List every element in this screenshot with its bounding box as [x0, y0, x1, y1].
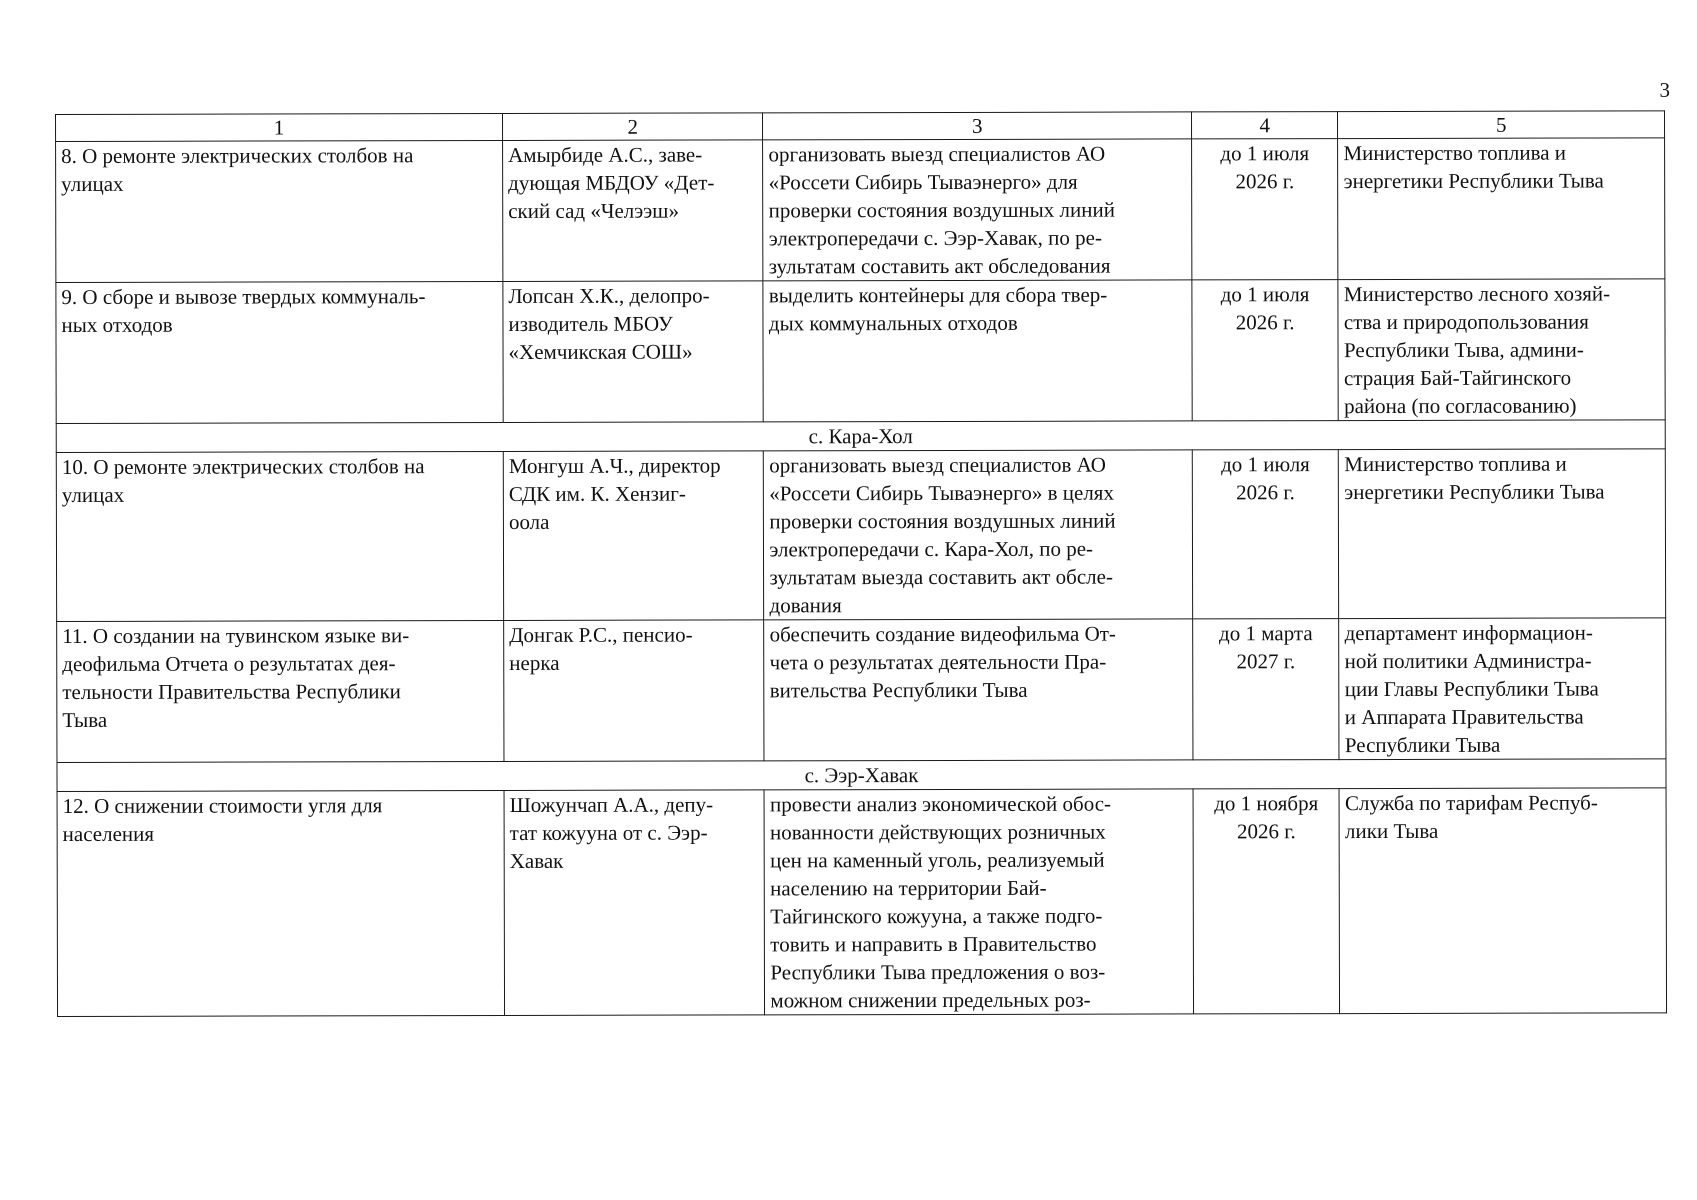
topic-cell: [56, 140, 503, 282]
topic-text: 8. О ремонте электрических столбов на улицах: [61, 143, 414, 196]
responsible-text: Министерство лесного хозяй- ства и природопользования Республики Тыва, админи- страция Бай-Тайгинского района (по согласованию): [1343, 281, 1611, 419]
deadline-text: до 1 ноября 2026 г.: [1214, 791, 1319, 844]
column-number-4: 4: [1191, 112, 1338, 139]
applicant-text: Лопсан Х.К., делопро- изводитель МБОУ «Хемчикская СОШ»: [508, 283, 710, 364]
responsible-cell: [1339, 449, 1666, 619]
deadline-cell: [1192, 450, 1339, 619]
applicant-cell: [504, 620, 765, 762]
action-text: организовать выезд специалистов АО «Россети Сибирь Тываэнерго» в целях проверки состояния воздушных линий электропередачи с. Кара-Хол, по ре- зультатам выезда составить акт обсле- дования: [769, 452, 1116, 618]
applicant-cell: [503, 281, 764, 423]
action-text: выделить контейнеры для сбора твер- дых коммунальных отходов: [768, 282, 1108, 336]
topic-cell: [56, 451, 503, 621]
table-row: [56, 138, 1665, 283]
action-cell: [763, 139, 1192, 281]
topic-cell: [57, 620, 504, 762]
action-cell: [764, 450, 1193, 620]
applicant-cell: [503, 140, 764, 282]
applicant-text: Монгуш А.Ч., директор СДК им. К. Хензиг- оола: [508, 453, 721, 534]
applicant-text: Амырбиде А.С., заве- дующая МБДОУ «Дет- ский сад «Челээш»: [508, 142, 715, 223]
deadline-text: до 1 июля 2026 г.: [1221, 452, 1310, 505]
applicant-text: Шожунчап А.А., депу- тат кожууна от с. Ээр- Хавак: [509, 792, 714, 873]
page-number: 3: [1659, 78, 1670, 102]
deadline-text: до 1 июля 2026 г.: [1220, 141, 1310, 194]
table-header-row: [56, 111, 1665, 142]
section-row: [57, 759, 1666, 792]
responsible-cell: [1339, 618, 1666, 760]
topic-text: 12. О снижении стоимости угля для населения: [62, 793, 383, 846]
topic-text: 11. О создании на тувинском языке ви- деофильма Отчета о результатах дея- тельности Правительства Республики Тыва: [62, 623, 410, 732]
column-number-1: 1: [56, 113, 503, 141]
section-heading: с. Кара-Хол: [56, 420, 1665, 453]
action-cell: [764, 789, 1193, 1015]
topic-text: 10. О ремонте электрических столбов на улицах: [61, 454, 425, 507]
table-row: [56, 449, 1665, 622]
action-cell: [763, 280, 1192, 422]
responsible-cell: [1339, 788, 1666, 1014]
deadline-cell: [1192, 280, 1339, 421]
applicant-cell: [503, 451, 764, 621]
deadline-cell: [1191, 139, 1338, 280]
topic-cell: [57, 790, 505, 1016]
action-text: организовать выезд специалистов АО «Россети Сибирь Тываэнерго» для проверки состояния воздушных линий электропередачи с. Ээр-Хавак, по ре- зультатам составить акт обследования: [768, 141, 1115, 279]
applicant-cell: [504, 790, 765, 1016]
resolution-table-wrap: [55, 110, 1667, 1017]
topic-text: 9. О сборе и вывозе твердых коммуналь- ных отходов: [61, 284, 426, 337]
applicant-text: Донгак Р.С., пенсио- нерка: [509, 622, 693, 675]
table-row: [56, 279, 1665, 424]
column-number-2: 2: [502, 113, 762, 141]
section-heading: с. Ээр-Хавак: [57, 759, 1666, 792]
deadline-cell: [1193, 789, 1340, 1014]
resolution-table: [55, 110, 1667, 1017]
deadline-text: до 1 июля 2026 г.: [1220, 282, 1310, 335]
deadline-cell: [1193, 619, 1340, 760]
action-text: обеспечить создание видеофильма От- чета о результатах деятельности Пра- вительства Республики Тыва: [769, 621, 1116, 703]
section-row: [56, 420, 1665, 453]
topic-cell: [56, 281, 503, 423]
table-row: [57, 788, 1667, 1017]
column-number-3: 3: [763, 112, 1192, 140]
responsible-text: департамент информацион- ной политики Администра- ции Главы Республики Тыва и Аппарата Правительства Республики Тыва: [1344, 620, 1599, 758]
action-text: провести анализ экономической обос- нованности действующих розничных цен на каменный уголь, реализуемый населению на территории Бай- Тайгинского кожууна, а также подго- товить и направить в Правительство Республики Тыва предложения о воз- можном снижении предельных роз-: [769, 791, 1112, 1013]
responsible-cell: [1338, 279, 1665, 421]
column-number-5: 5: [1338, 111, 1665, 139]
table-row: [57, 618, 1666, 763]
responsible-text: Министерство топлива и энергетики Республики Тыва: [1344, 451, 1605, 505]
responsible-cell: [1338, 138, 1665, 280]
action-cell: [764, 619, 1193, 761]
deadline-text: до 1 марта 2027 г.: [1218, 621, 1313, 674]
responsible-text: Служба по тарифам Респуб- лики Тыва: [1344, 790, 1598, 844]
responsible-text: Министерство топлива и энергетики Республики Тыва: [1343, 140, 1604, 194]
